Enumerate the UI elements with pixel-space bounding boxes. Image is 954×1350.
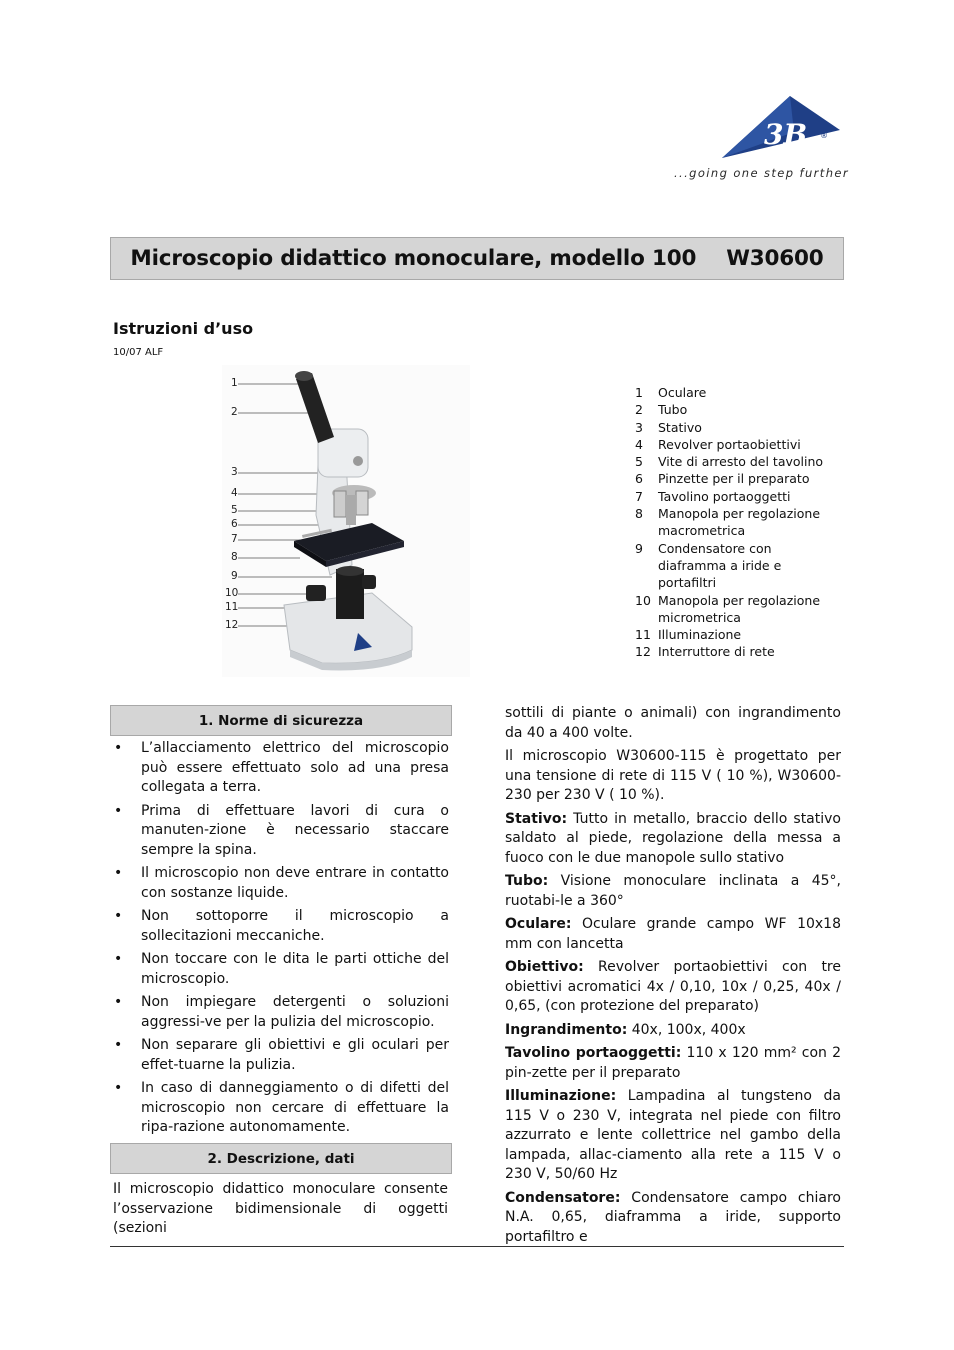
- legend-item: [635, 419, 838, 436]
- spec-text: Visione monoculare inclinata a 45°, ruotabi-le a 360°: [505, 873, 841, 909]
- page-title-bar: [110, 237, 844, 280]
- spec-paragraph: [505, 872, 841, 911]
- brand-logo: [672, 92, 849, 184]
- callout-7: 7: [231, 533, 238, 545]
- legend-label: Manopola per regolazione micrometrica: [658, 592, 821, 625]
- legend-number: 9: [635, 540, 643, 556]
- legend-item: [635, 505, 838, 540]
- list-item-text: Non toccare con le dita le parti ottiche del microscopio.: [141, 951, 449, 987]
- legend-number: 7: [635, 488, 643, 504]
- bullet-icon: •: [114, 802, 123, 819]
- list-item-text: L’allacciamento elettrico del microscopio può essere effettuato solo ad una presa collegata a terra.: [141, 740, 449, 795]
- spec-text: Revolver portaobiettivi con tre obiettivi acromatici 4x / 0,10, 10x / 0,25, 40x / 0,65, (con protezione del preparato): [505, 959, 841, 1014]
- legend-item: [635, 470, 838, 487]
- bullet-icon: •: [114, 865, 123, 881]
- right-column: [505, 704, 841, 1251]
- spec-paragraph: [505, 810, 841, 869]
- list-item: [112, 950, 449, 989]
- spec-label: Tavolino portaoggetti:: [505, 1045, 682, 1061]
- legend-label: Tavolino portaoggetti: [658, 488, 791, 504]
- page-title: [130, 246, 823, 271]
- legend-number: 11: [635, 627, 651, 643]
- legend-item: [635, 643, 838, 660]
- callout-11: 11: [225, 601, 239, 613]
- microscope-illustration: [222, 365, 470, 677]
- list-item-text: Non impiegare detergenti o soluzioni aggressi-ve per la pulizia del microscopio.: [141, 994, 449, 1030]
- list-item: [112, 907, 449, 946]
- spec-paragraph: [505, 915, 841, 954]
- spec-label: Ingrandimento:: [505, 1021, 628, 1038]
- description-intro: Il microscopio didattico monoculare consente l’osservazione bidimensionale di oggetti (sezioni: [113, 1181, 448, 1236]
- bullet-icon: •: [114, 1037, 123, 1053]
- legend-label: Revolver portaobiettivi: [658, 436, 801, 452]
- callout-5: 5: [231, 504, 238, 516]
- legend-number: 10: [635, 592, 651, 608]
- callout-8: 8: [231, 551, 238, 563]
- legend-item: [635, 540, 838, 592]
- legend-item: [635, 592, 838, 627]
- spec-paragraph: [505, 958, 841, 1017]
- spec-label: Obiettivo:: [505, 959, 584, 975]
- list-item-text: Il microscopio non deve entrare in contatto con sostanze liquide.: [141, 865, 449, 901]
- spec-label: Oculare:: [505, 916, 572, 932]
- list-item: [112, 993, 449, 1032]
- spec-label: Condensatore:: [505, 1189, 621, 1206]
- legend-label: Illuminazione: [658, 627, 742, 643]
- legend-item: [635, 453, 838, 470]
- callout-6: 6: [231, 518, 238, 530]
- spec-label: Tubo:: [505, 873, 549, 889]
- legend-item: [635, 401, 838, 418]
- legend-number: 8: [635, 506, 643, 522]
- legend-number: 12: [635, 644, 651, 660]
- spec-label: Illuminazione:: [505, 1088, 617, 1104]
- list-item-text: In caso di danneggiamento o di difetti del microscopio non cercare di effettuare la ripa-razione autonomamente.: [141, 1080, 449, 1135]
- legend-label: Pinzette per il preparato: [658, 471, 810, 487]
- legend-item: [635, 626, 838, 643]
- legend-label: Vite di arresto del tavolino: [658, 454, 824, 470]
- spec-paragraph: [505, 1087, 841, 1185]
- legend-label: Manopola per regolazione macrometrica: [658, 506, 821, 539]
- logo-tagline: ...going one step further: [674, 166, 849, 180]
- callout-1: 1: [231, 377, 238, 389]
- microscope-figure: [222, 365, 470, 677]
- spec-text: Lampadina al tungsteno da 115 V o 230 V, integrata nel piede con filtro azzurrato e lente collettrice nel gambo della lampada, allac-ciamento alla rete a 115 V o 230 V, 50/60 Hz: [505, 1088, 841, 1182]
- svg-text:®: ®: [820, 131, 828, 140]
- list-item-text: Prima di effettuare lavori di cura o manuten-zione è necessario staccare sempre la spina.: [141, 802, 449, 858]
- legend-item: [635, 384, 838, 401]
- legend-label: Interruttore di rete: [658, 644, 775, 660]
- legend-number: 5: [635, 454, 643, 470]
- legend-number: 3: [635, 419, 643, 435]
- product-code: W30600: [726, 246, 824, 271]
- legend-item: [635, 436, 838, 453]
- legend-label: Condensatore con diaframma a iride e portafiltri: [658, 540, 782, 591]
- bullet-icon: •: [114, 994, 123, 1010]
- safety-list: [112, 739, 449, 1142]
- list-item: [112, 864, 449, 903]
- callout-10: 10: [225, 587, 239, 599]
- voltage-note: Il microscopio W30600-115 è progettato per una tensione di rete di 115 V ( 10 %), W30600-230 per 230 V ( 10 %).: [505, 748, 841, 803]
- spec-text: Tutto in metallo, braccio dello stativo saldato al piede, regolazione della messa a fuoco con le due manopole sullo stativo: [505, 810, 841, 866]
- callout-4: 4: [231, 487, 238, 499]
- 3b-triangle-logo-icon: [672, 92, 844, 164]
- callout-2: 2: [231, 406, 238, 418]
- footer-divider: [110, 1246, 844, 1247]
- legend-label: Oculare: [658, 385, 707, 400]
- section-heading-description: 2. Descrizione, dati: [110, 1143, 452, 1174]
- callout-3: 3: [231, 466, 238, 478]
- legend-item: [635, 488, 838, 505]
- legend-number: 2: [635, 402, 643, 418]
- list-item: [112, 802, 449, 861]
- list-item: [112, 739, 449, 798]
- bullet-icon: •: [114, 908, 123, 924]
- legend-number: 6: [635, 471, 643, 487]
- legend-label: Tubo: [658, 402, 688, 418]
- spec-text: 40x, 100x, 400x: [627, 1021, 746, 1038]
- bullet-icon: •: [114, 951, 123, 967]
- spec-text: Condensatore campo chiaro N.A. 0,65, diaframma a iride, supporto portafiltro e: [505, 1189, 841, 1245]
- spec-paragraph: [505, 1021, 841, 1041]
- callout-12: 12: [225, 619, 239, 631]
- legend-label: Stativo: [658, 419, 702, 435]
- spec-paragraph: [505, 1189, 841, 1248]
- bullet-icon: •: [114, 1080, 123, 1096]
- bullet-icon: •: [114, 740, 123, 756]
- parts-legend: [635, 384, 838, 661]
- page-title-text: Microscopio didattico monoculare, modello 100: [130, 246, 697, 271]
- list-item: [112, 1036, 449, 1075]
- section-heading-safety: 1. Norme di sicurezza: [110, 705, 452, 736]
- callout-9: 9: [231, 570, 238, 582]
- list-item-text: Non sottoporre il microscopio a sollecitazioni meccaniche.: [141, 908, 449, 944]
- document-date: 10/07 ALF: [113, 347, 164, 358]
- subtitle: Istruzioni d’uso: [113, 319, 254, 338]
- legend-number: 4: [635, 436, 643, 452]
- spec-text: 110 x 120 mm² con 2 pin-zette per il preparato: [505, 1045, 841, 1081]
- description-continuation: sottili di piante o animali) con ingrandimento da 40 a 400 volte.: [505, 705, 841, 741]
- spec-text: Oculare grande campo WF 10x18 mm con lancetta: [505, 916, 841, 952]
- list-item: [112, 1079, 449, 1138]
- list-item-text: Non separare gli obiettivi e gli oculari per effet-tuarne la pulizia.: [141, 1037, 449, 1073]
- legend-number: 1: [635, 385, 643, 400]
- spec-paragraph: [505, 1044, 841, 1083]
- spec-label: Stativo:: [505, 810, 568, 827]
- logo-brand-text: 3B: [764, 118, 808, 151]
